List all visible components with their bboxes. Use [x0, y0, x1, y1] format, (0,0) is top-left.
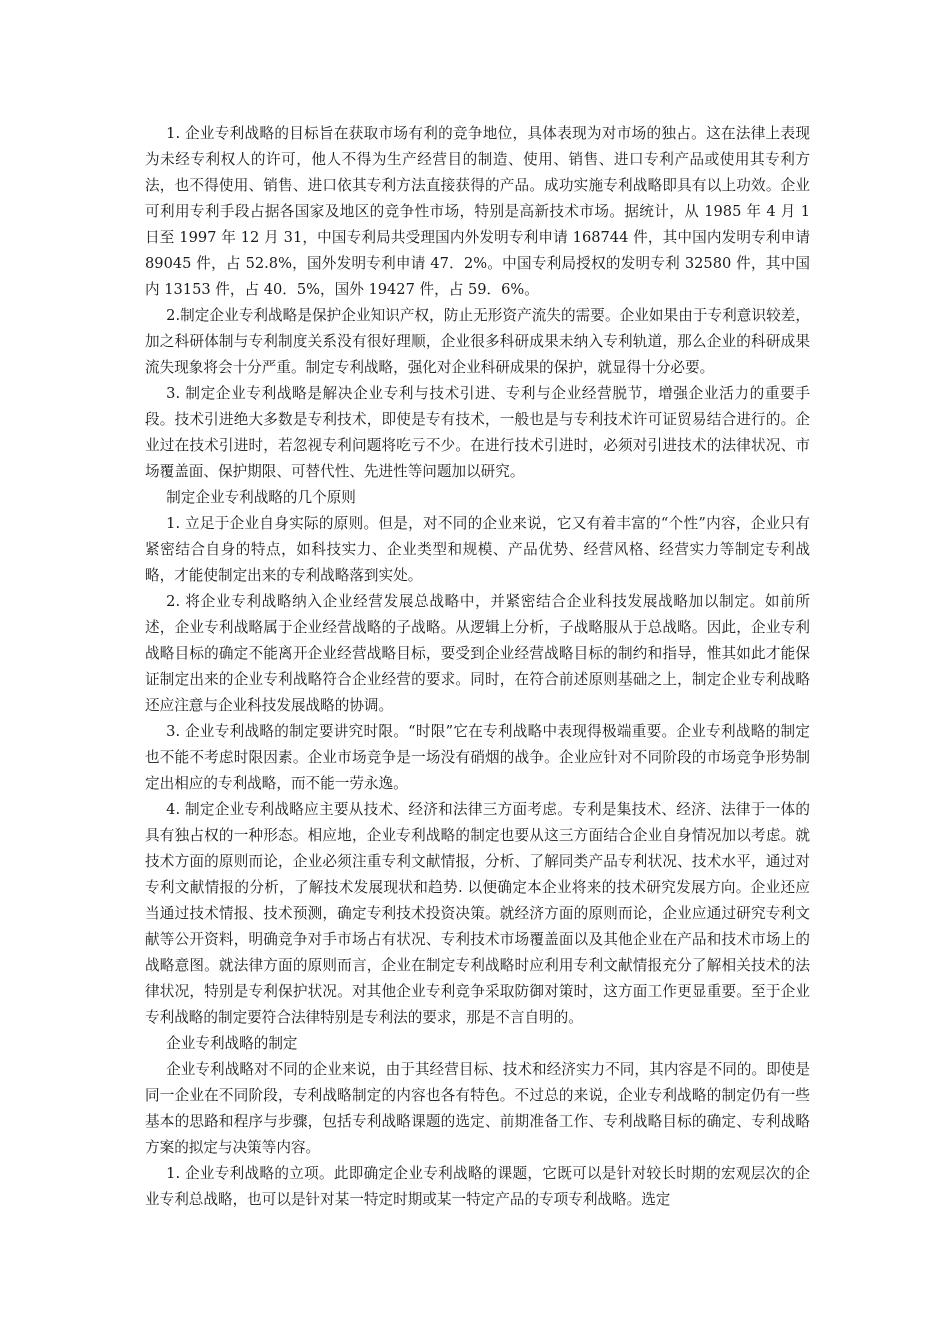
paragraph-6: 3. 企业专利战略的制定要讲究时限。“时限”它在专利战略中表现得极端重要。企业专利战略的制定也不能不考虑时限因素。企业市场竞争是一场没有硝烟的战争。企业应针对不同阶段的市场竞争形势制定出相应的专利战略，而不能一劳永逸。 — [145, 723, 810, 792]
paragraph-8: 企业专利战略对不同的企业来说，由于其经营目标、技术和经济实力不同，其内容是不同的。即使是同一企业在不同阶段，专利战略制定的内容也各有特色。不过总的来说，企业专利战略的制定仍有一些基本的思路和程序与步骤，包括专利战略课题的选定、前期准备工作、专利战略目标的确定、专利战略方案的拟定与决策等内容。 — [145, 1061, 810, 1156]
section-heading-formulation: 企业专利战略的制定 — [166, 1035, 298, 1052]
document-body — [145, 121, 810, 1213]
paragraph-1: 1. 企业专利战略的目标旨在获取市场有利的竞争地位，具体表现为对市场的独占。这在法律上表现为未经专利权人的许可，他人不得为生产经营目的制造、使用、销售、进口专利产品或使用其专利方法，也不得使用、销售、进口依其专利方法直接获得的产品。成功实施专利战略即具有以上功效。企业可利用专利手段占据各国家及地区的竞争性市场，特别是高新技术市场。据统计，从 1985 年 4 月 1 日至 1997 年 12 月 31，中国专利局共受理国内外发明专利申请 168744 件，其中国内发明专利申请 89045 件，占 52.8%，国外发明专利申请 47．2%。中国专利局授权的发明专利 32580 件，其中国内 13153 件，占 40．5%，国外 19427 件，占 59．6%。 — [145, 125, 810, 298]
paragraph-3: 3. 制定企业专利战略是解决企业专利与技术引进、专利与企业经营脱节，增强企业活力的重要手段。技术引进绝大多数是专利技术，即使是专有技术，一般也是与专利技术许可证贸易结合进行的。企业过在技术引进时，若忽视专利问题将吃亏不少。在进行技术引进时，必须对引进技术的法律状况、市场覆盖面、保护期限、可替代性、先进性等问题加以研究。 — [145, 385, 810, 480]
paragraph-7: 4. 制定企业专利战略应主要从技术、经济和法律三方面考虑。专利是集技术、经济、法律于一体的具有独占权的一种形态。相应地，企业专利战略的制定也要从这三方面结合企业自身情况加以考虑。就技术方面的原则而论，企业必须注重专利文献情报，分析、了解同类产品专利状况、技术水平，通过对专利文献情报的分析，了解技术发展现状和趋势. 以便确定本企业将来的技术研究发展方向。企业还应当通过技术情报、技术预测，确定专利技术投资决策。就经济方面的原则而论，企业应通过研究专利文献等公开资料，明确竞争对手市场占有状况、专利技术市场覆盖面以及其他企业在产品和技术市场上的战略意图。就法律方面的原则而言，企业在制定专利战略时应利用专利文献情报充分了解相关技术的法律状况，特别是专利保护状况。对其他企业专利竞争采取防御对策时，这方面工作更显重要。至于企业专利战略的制定要符合法律特别是专利法的要求，那是不言自明的。 — [145, 801, 810, 1026]
paragraph-9: 1. 企业专利战略的立项。此即确定企业专利战略的课题，它既可以是针对较长时期的宏观层次的企业专利总战略，也可以是针对某一特定时期或某一特定产品的专项专利战略。选定 — [145, 1165, 810, 1208]
paragraph-5: 2. 将企业专利战略纳入企业经营发展总战略中，并紧密结合企业科技发展战略加以制定。如前所述，企业专利战略属于企业经营战略的子战略。从逻辑上分析，子战略服从于总战略。因此，企业专利战略目标的确定不能离开企业经营战略目标，要受到企业经营战略目标的制约和指导，惟其如此才能保证制定出来的企业专利战略符合企业经营的要求。同时，在符合前述原则基础之上，制定企业专利战略还应注意与企业科技发展战略的协调。 — [145, 593, 810, 714]
paragraph-4: 1. 立足于企业自身实际的原则。但是，对不同的企业来说，它又有着丰富的“个性”内容，企业只有紧密结合自身的特点，如科技实力、企业类型和规模、产品优势、经营风格、经营实力等制定专利战略，才能使制定出来的专利战略落到实处。 — [145, 515, 810, 584]
paragraph-2: 2.制定企业专利战略是保护企业知识产权，防止无形资产流失的需要。企业如果由于专利意识较差，加之科研体制与专利制度关系没有很好理顺，企业很多科研成果未纳入专利轨道，那么企业的科研成果流失现象将会十分严重。制定专利战略，强化对企业科研成果的保护，就显得十分必要。 — [145, 307, 810, 376]
section-heading-principles: 制定企业专利战略的几个原则 — [166, 489, 356, 506]
